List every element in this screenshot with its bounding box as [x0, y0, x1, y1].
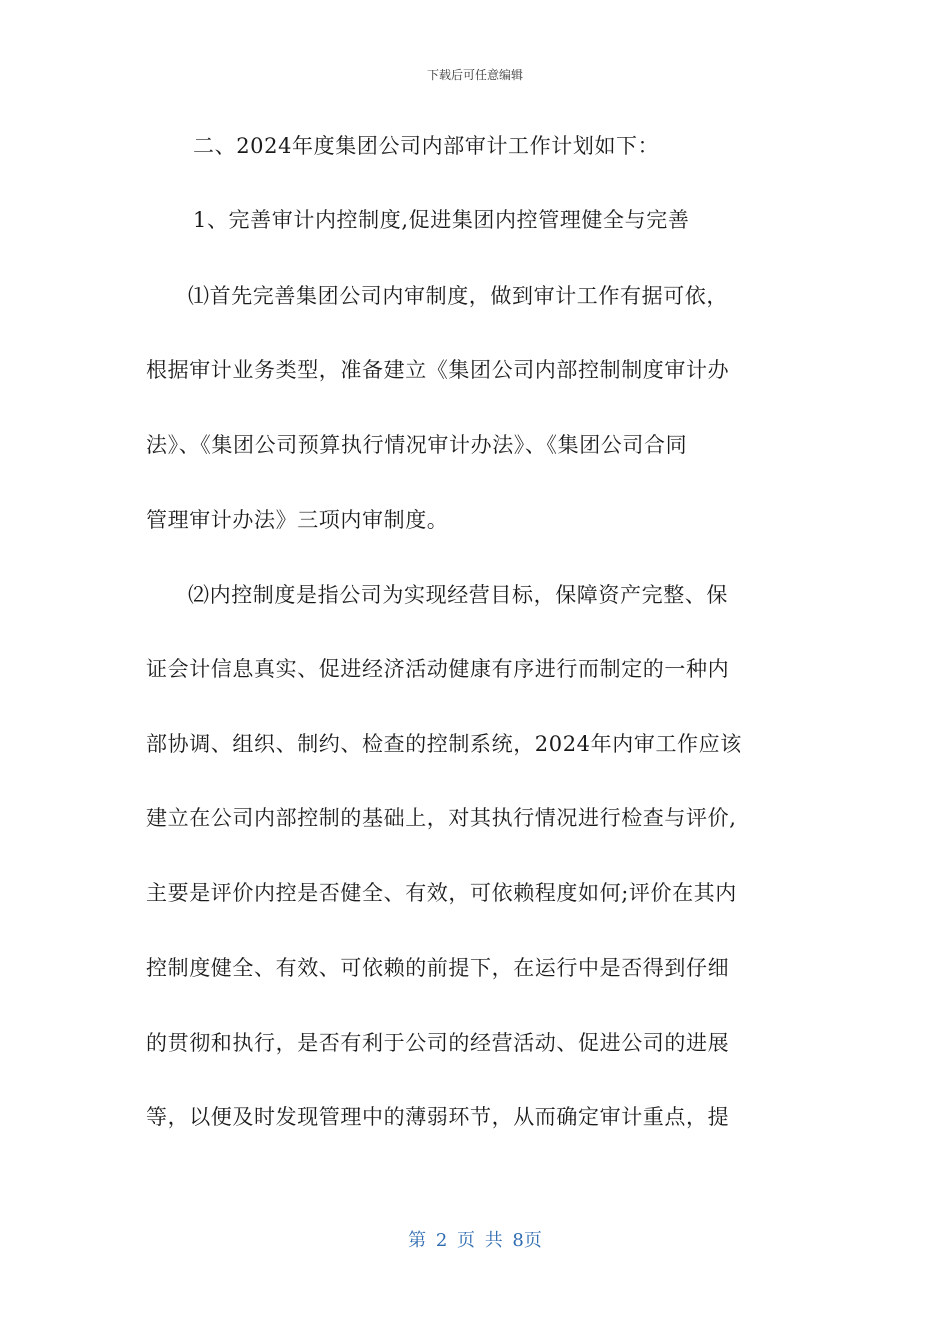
paragraph-line: 根据审计业务类型，准备建立《集团公司内部控制制度审计办 [146, 358, 730, 382]
paragraph-line: 证会计信息真实、促进经济活动健康有序进行而制定的一种内 [146, 657, 730, 681]
paragraph-line: 的贯彻和执行，是否有利于公司的经营活动、促进公司的进展 [146, 1031, 730, 1055]
paragraph-line: 管理审计办法》三项内审制度。 [146, 508, 449, 532]
paragraph-line: 建立在公司内部控制的基础上，对其执行情况进行检查与评价, [146, 806, 737, 830]
subsection-heading: 1、完善审计内控制度,促进集团内控管理健全与完善 [193, 208, 690, 232]
paragraph-line: ⑵内控制度是指公司为实现经营目标，保障资产完整、保 [188, 583, 728, 607]
paragraph-line: 部协调、组织、制约、检查的控制系统，2024年内审工作应该 [146, 732, 742, 756]
paragraph-line: ⑴首先完善集团公司内审制度，做到审计工作有据可依， [188, 284, 728, 308]
section-heading: 二、2024年度集团公司内部审计工作计划如下： [193, 134, 660, 158]
page-header: 下载后可任意编辑 [426, 68, 523, 82]
page-number-footer: 第 2 页 共 8页 [408, 1230, 542, 1251]
paragraph-line: 主要是评价内控是否健全、有效，可依赖程度如何;评价在其内 [146, 881, 737, 905]
paragraph-line: 控制度健全、有效、可依赖的前提下，在运行中是否得到仔细 [146, 956, 730, 980]
paragraph-line: 法》、《集团公司预算执行情况审计办法》、《集团公司合同 [146, 433, 688, 457]
paragraph-line: 等，以便及时发现管理中的薄弱环节，从而确定审计重点，提 [146, 1105, 730, 1129]
